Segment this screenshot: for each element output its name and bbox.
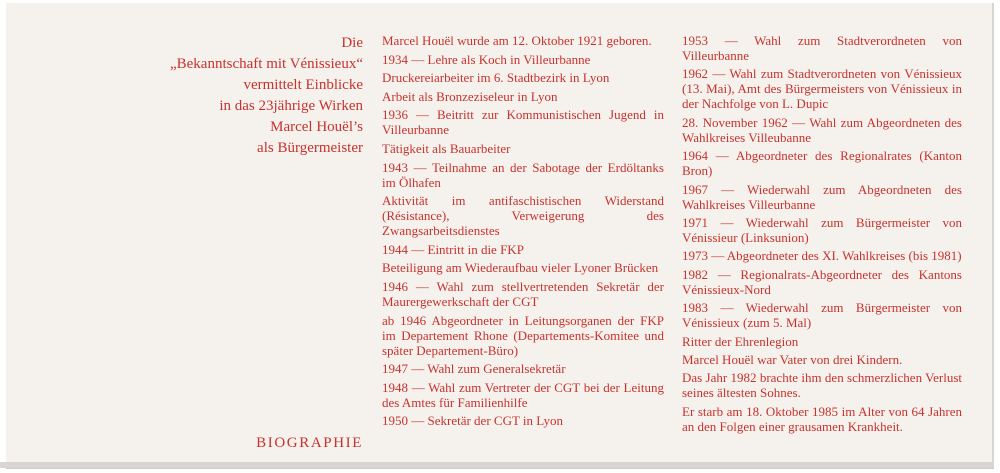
biography-entry: 1953 — Wahl zum Stadtverordneten von Villeurbanne [682, 33, 962, 63]
biography-entry: ab 1946 Abgeordneter in Leitungsorganen der FKP im Departement Rhone (Departements-Komitee und später Departement-Büro) [382, 312, 664, 358]
biography-entry: Ritter der Ehrenlegion [682, 333, 799, 349]
biography-entry: 1964 — Abgeordneter des Regionalrates (Kanton Bron) [682, 148, 962, 179]
intro-line: Die [341, 35, 363, 51]
biography-column-2 [682, 33, 962, 437]
intro-line: als Bürgermeister [257, 140, 363, 156]
document-card [6, 3, 994, 469]
intro-line: in das 23jährige Wirken [219, 98, 363, 114]
biography-entry: 1934 — Lehre als Koch in Villeurbanne [382, 51, 591, 67]
biography-entry: Tätigkeit als Bauarbeiter [382, 140, 511, 156]
biography-entry: Marcel Houël war Vater von drei Kindern. [682, 351, 903, 367]
intro-line: vermittelt Einblicke [243, 77, 363, 93]
biography-column-1 [382, 33, 664, 432]
biography-entry: 1947 — Wahl zum Generalsekretär [382, 361, 566, 377]
biography-entry: 1948 — Wahl zum Vertreter der CGT bei der Leitung des Amtes für Familienhilfe [382, 379, 664, 410]
biography-entry: 1944 — Eintritt in die FKP [382, 241, 524, 257]
biography-entry: Das Jahr 1982 brachte ihm den schmerzlichen Verlust seines ältesten Sohnes. [682, 370, 962, 401]
biography-entry: 28. November 1962 — Wahl zum Abgeordneten des Wahlkreises Villeubanne [682, 114, 962, 145]
biography-entry: Druckereiarbeiter im 6. Stadtbezirk in Lyon [382, 70, 610, 86]
biography-entry: 1971 — Wiederwahl zum Bürgermeister von Vénissieur (Linksunion) [682, 214, 962, 245]
intro-text [6, 33, 363, 159]
biography-entry: Aktivität im antifaschistischen Widerstand (Résistance), Verweigerung des Zwangsarbeitsdienstes [382, 193, 664, 239]
section-heading: BIOGRAPHIE [256, 435, 363, 451]
biography-entry: 1973 — Abgeordneter des XI. Wahlkreises (bis 1981) [682, 248, 962, 264]
biography-entry: Er starb am 18. Oktober 1985 im Alter von 64 Jahren an den Folgen einer grausamen Krankheit. [682, 403, 962, 434]
biography-entry: 1982 — Regionalrats-Abgeordneter des Kantons Vénissieux-Nord [682, 266, 962, 297]
biography-entry: 1946 — Wahl zum stellvertretenden Sekretär der Maurergewerkschaft der CGT [382, 278, 664, 309]
biography-entry: 1962 — Wahl zum Stadtverordneten von Vénissieux (13. Mai), Amt des Bürgermeisters von Vénissieux in der Nachfolge von L. Dupic [682, 66, 962, 112]
intro-line: „Bekanntschaft mit Vénissieux“ [169, 56, 363, 72]
biography-entry: 1950 — Sekretär der CGT in Lyon [382, 413, 564, 429]
biography-entry: 1967 — Wiederwahl zum Abgeordneten des Wahlkreises Villeurbanne [682, 181, 962, 212]
biography-entry: Marcel Houël wurde am 12. Oktober 1921 geboren. [382, 33, 652, 48]
intro-line: Marcel Houël’s [270, 119, 363, 135]
biography-entry: 1983 — Wiederwahl zum Bürgermeister von Vénissieux (zum 5. Mal) [682, 300, 962, 331]
biography-entry: Beteiligung am Wiederaufbau vieler Lyoner Brücken [382, 260, 659, 276]
biography-entry: Arbeit als Bronzeziseleur in Lyon [382, 88, 558, 104]
biography-entry: 1936 — Beitritt zur Kommunistischen Jugend in Villeurbanne [382, 107, 664, 138]
biography-entry: 1943 — Teilnahme an der Sabotage der Erdöltanks im Ölhafen [382, 159, 664, 190]
